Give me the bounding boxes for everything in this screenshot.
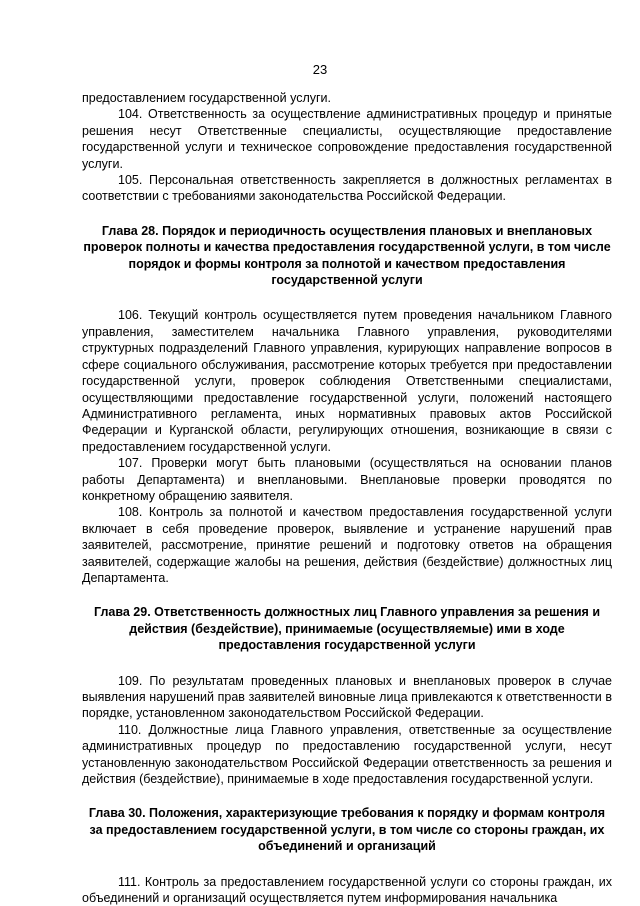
- paragraph-110: 110. Должностные лица Главного управления, ответственные за осуществление административных процедур по предоставлению государственной услуги, несут установленную законодательством Российской Федерации ответственность за решения и действия (бездействие), принимаемые в ходе предоставления государственной услуги.: [82, 722, 612, 787]
- document-body: [82, 90, 612, 906]
- paragraph-104: 104. Ответственность за осуществление административных процедур и принятые решения несут Ответственные специалисты, осуществляющие предоставление государственной услуги и техническое сопровождение предоставления государственной услуги.: [82, 107, 612, 171]
- paragraph-108: 108. Контроль за полнотой и качеством предоставления государственной услуги включает в себя проведение проверок, выявление и устранение нарушений прав заявителей, рассмотрение, принятие решений и подготовку ответов на обращения заявителей, содержащие жалобы на решения, действия (бездействие) должностных лиц Департамента.: [82, 505, 612, 585]
- chapter-28-heading: Глава 28. Порядок и периодичность осуществления плановых и внеплановых проверок полноты и качества предоставления государственной услуги, в том числе порядок и формы контроля за полнотой и качеством предоставления государственной услуги: [83, 223, 611, 288]
- paragraph-106: 106. Текущий контроль осуществляется путем проведения начальником Главного управления, заместителем начальника Главного управления, руководителями структурных подразделений Главного управления, курирующих направление вопросов в сфере социального обслуживания, рассмотрение которых требуется при предоставлении государственной услуги, проверок соблюдения Ответственными специалистами, осуществляющими предоставление государственной услуги, положений настоящего Административного регламента, иных нормативных правовых актов Российской Федерации и Курганской области, регулирующих отношения, возникающие в связи с предоставлением государственной услуги.: [82, 308, 612, 454]
- paragraph-111: 111. Контроль за предоставлением государственной услуги со стороны граждан, их объединений и организаций осуществляется путем информирования начальника: [82, 874, 612, 906]
- chapter-30-heading: Глава 30. Положения, характеризующие требования к порядку и формам контроля за предоставлением государственной услуги, в том числе со стороны граждан, их объединений и организаций: [88, 806, 606, 854]
- paragraph-continuation: предоставлением государственной услуги.: [82, 91, 332, 105]
- chapter-29-heading: Глава 29. Ответственность должностных лиц Главного управления за решения и действия (бездействие), принимаемые (осуществляемые) ими в ходе предоставления государственной услуги: [93, 605, 601, 653]
- paragraph-109: 109. По результатам проведенных плановых и внеплановых проверок в случае выявления нарушений прав заявителей виновные лица привлекаются к ответственности в порядке, установленном законодательством Российской Федерации.: [82, 673, 612, 721]
- paragraph-107: 107. Проверки могут быть плановыми (осуществляться на основании планов работы Департамента) и внеплановыми. Внеплановые проверки проводятся по конкретному обращению заявителя.: [82, 456, 612, 503]
- paragraph-105: 105. Персональная ответственность закрепляется в должностных регламентах в соответствии с требованиями законодательства Российской Федерации.: [82, 173, 612, 204]
- page-number: 23: [312, 62, 328, 77]
